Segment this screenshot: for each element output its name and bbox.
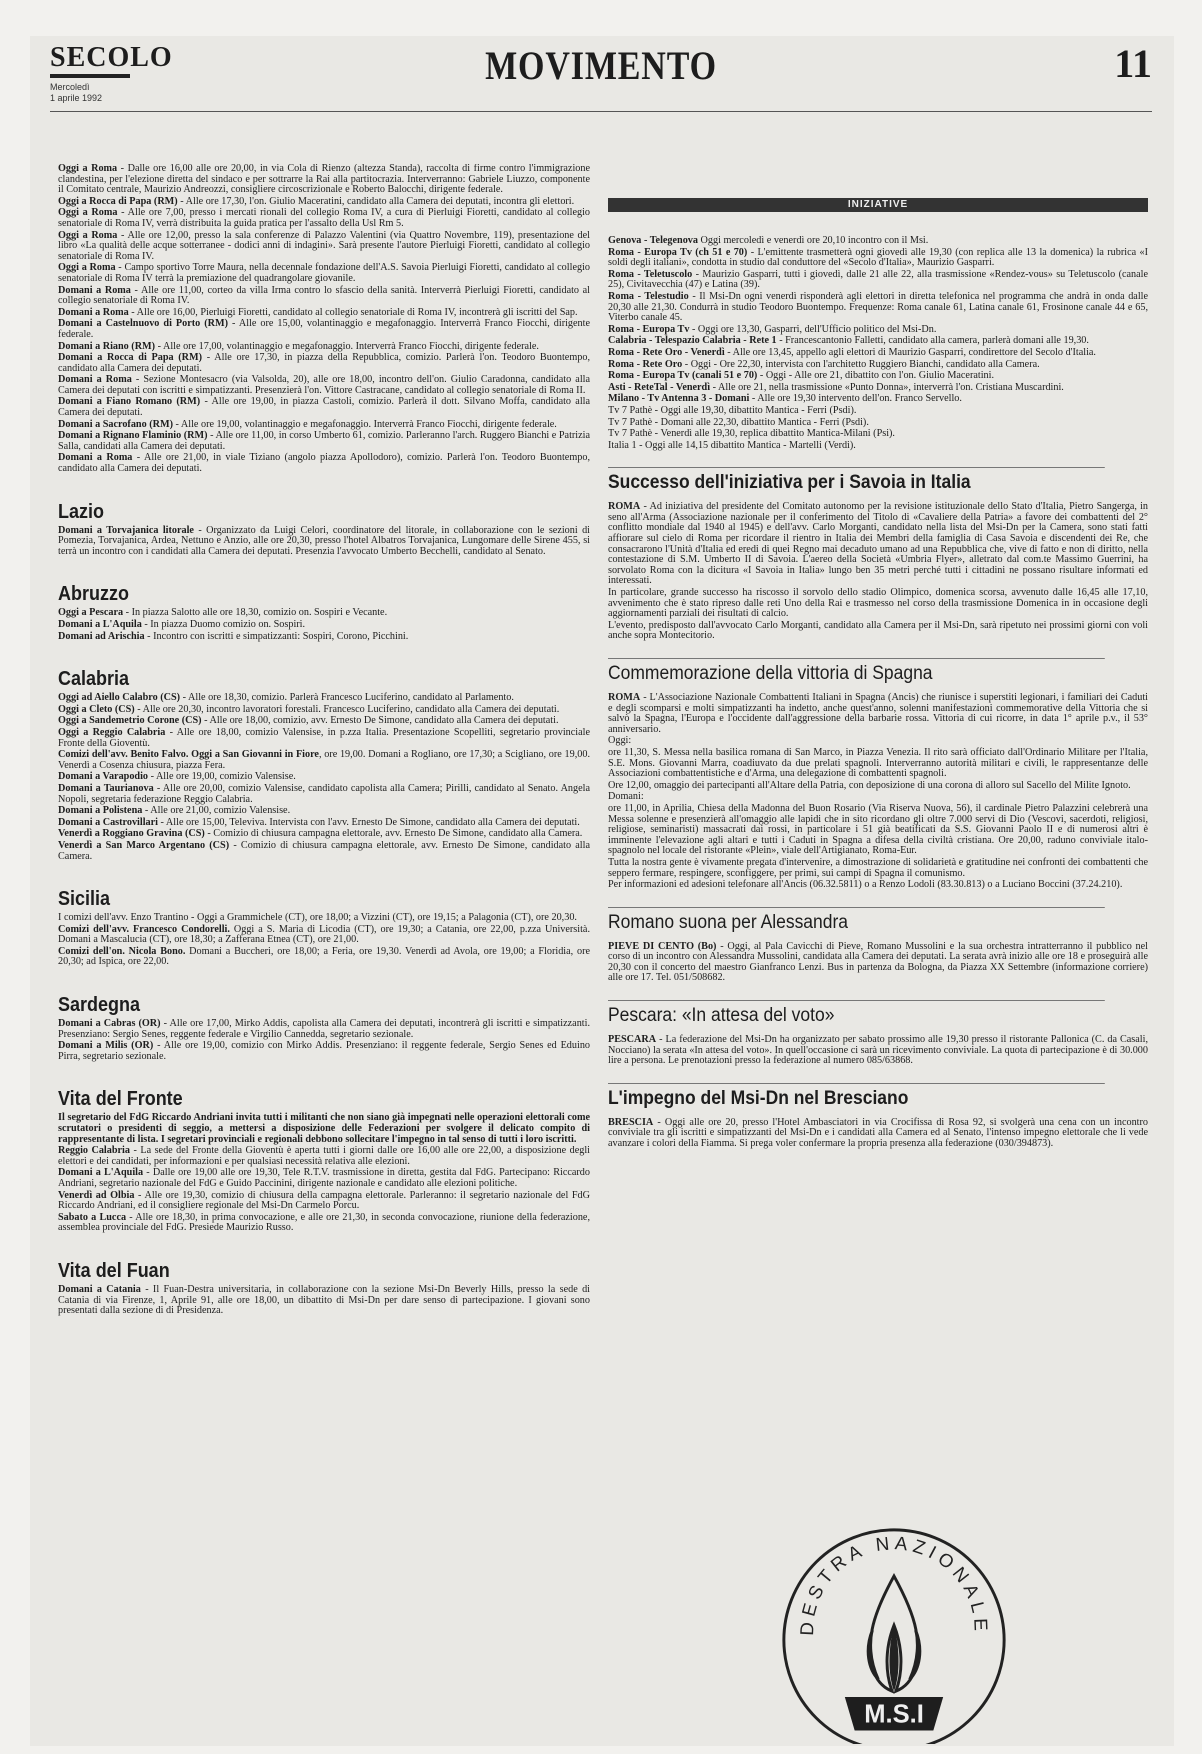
announcement-entry (58, 308, 590, 319)
left-column (58, 164, 590, 1744)
entry-text: - Alle ore 17,30, in piazza della Repubblica, comizio. Parlerà l'on. Teodoro Buontempo, candidato alla Camera dei deputati. (58, 352, 590, 374)
entry-lead: Domani a Cabras (OR) (58, 1018, 161, 1030)
entry-lead: BRESCIA (608, 1116, 654, 1128)
article-headline: L'impegno del Msi-Dn nel Bresciano (608, 1083, 1105, 1110)
entry-lead: Genova - Telegenova (608, 235, 698, 246)
entry-lead: Comizi dell'avv. Francesco Condorelli. (58, 923, 230, 935)
entry-text: - In piazza Salotto alle ore 18,30, comizio on. Sospiri e Vecante. (123, 607, 388, 619)
entry-lead: Asti - ReteTal - Venerdì (608, 381, 711, 393)
announcement-entry (58, 806, 590, 817)
entry-text: - Francescantonio Falletti, candidato alla camera, parlerà domani alle 19,30. (776, 335, 1089, 347)
announcement-entry (608, 880, 1148, 891)
entry-lead: Roma - Europa Tv (ch 51 e 70) (608, 246, 748, 258)
entry-text: Tutta la nostra gente è vivamente pregata d'intervenire, a dimostrazione di solidarietà e gratitudine nei confronti dei combattenti che seppero fermare, respingere, sconfiggere, per primi, sui campi di Spagna il comunismo. (608, 856, 1148, 879)
iniziative-bar: INIZIATIVE (608, 198, 1148, 212)
entry-lead: Oggi a Roma (58, 229, 118, 241)
rome-announcements (58, 164, 590, 475)
entry-lead: Oggi a Roma (58, 164, 118, 174)
entry-text: - Alle ore 17,00, volantinaggio e megafonaggio. Interverrà Franco Fiocchi, dirigente federale. (155, 340, 539, 352)
entry-lead: Roma - Rete Oro - Venerdì (608, 346, 725, 358)
announcement-entry (58, 925, 590, 946)
entry-text: - Alle ore 11,00, corteo da villa Irma contro lo sfascio della sanità. Interverrà Pierluigi Fioretti, candidato al collegio senatoriale di Roma IV. (58, 284, 590, 307)
announcement-entry (58, 431, 590, 452)
entry-text: - Alle ore 12,00, presso la sala conferenze di Palazzo Valentini (via Quattro Novembre, 119), presentazione del libro «La qualità delle acque sotterranee - dodici anni di indagini». Sarà presente l'autore Pierluigi Fioretti, candidato al collegio senatoriale di Roma IV. (58, 229, 590, 262)
regional-sections (58, 501, 590, 1317)
entry-lead: Oggi a Rocca di Papa (RM) (58, 195, 178, 207)
announcement-entry (608, 348, 1148, 359)
entry-lead: ROMA (608, 501, 641, 513)
entry-text: - Oggi - Ore 22,30, intervista con l'architetto Ruggiero Bianchi, candidato alla Camera. (682, 358, 1040, 370)
announcement-entry (58, 208, 590, 229)
entry-text: - L'Associazione Nazionale Combattenti Italiani in Spagna (Ancis) che riunisce i superstiti legionari, i familiari dei Caduti e degli scomparsi e molti simpatizzanti ha indetto, anche quest'anno, solenni manifestazioni commemorative della Vittoria che si salvò la Spagna, l'Europa e l'occidente dall'aggressione della barbarie rossa. Vittoria di cui ricorre, in data 1° aprile p.v., il 53° anniversario. (608, 692, 1148, 735)
entry-text: - Alle ore 21,00, comizio Valensise. (142, 805, 291, 817)
announcement-entry (58, 620, 590, 631)
announcement-entry (608, 502, 1148, 587)
announcement-entry (58, 1191, 590, 1212)
article-headline: Commemorazione della vittoria di Spagna (608, 658, 1105, 685)
logo-arc-text: DESTRA NAZIONALE (796, 1532, 992, 1637)
announcement-entry (58, 453, 590, 474)
entry-text: - Alle ore 19,30, comizio di chiusura della campagna elettorale. Parleranno: il segretario nazionale del FdG Riccardo Andriani, ed il consigliere regionale del Msi-Dn Carmelo Porcu. (58, 1189, 590, 1212)
announcement-entry (58, 693, 590, 704)
entry-text: - Alle ore 18,30, comizio. Parlerà Francesco Luciferino, candidato al Parlamento. (180, 692, 514, 704)
entry-lead: Domani a Rocca di Papa (RM) (58, 352, 203, 364)
announcement-entry (608, 336, 1148, 347)
entry-text: Oggi mercoledì e venerdì ore 20,10 incontro con il Msi. (698, 235, 929, 246)
article-headline: Romano suona per Alessandra (608, 907, 1105, 934)
entry-text: Domani a Buccheri, ore 18,00; a Feria, ore 19,30. Venerdì ad Avola, ore 19,00; a Floridia, ore 20,30; ad Ispica, ore 22,00. (58, 945, 590, 968)
announcement-entry (58, 728, 590, 749)
section-title: MOVIMENTO (485, 43, 717, 88)
section-heading: Calabria (58, 668, 130, 691)
entry-text: - Alle ore 19,00, in piazza Castoli, comizio. Parlerà il dott. Silvano Moffa, candidato alla Camera dei deputati. (58, 396, 590, 419)
entry-text: - Alle ore 17,00, Mirko Addis, capolista alla Camera dei deputati, incontrerà gli iscritti e simpatizzanti. Presenziano: Sergio Senes, reggente federale e Virgilio Cannedda, segretario sezionale. (58, 1018, 590, 1040)
entry-text: Tv 7 Pathè - Domani alle 22,30, dibattito Mantica - Ferri (Psdi). (608, 416, 869, 428)
entry-lead: Domani a Torvajanica litorale (58, 524, 194, 536)
entry-lead: Domani ad Arischia (58, 630, 145, 642)
entry-lead: Roma - Europa Tv (canali 51 e 70) (608, 370, 758, 382)
entry-lead: Domani a Castrovillari (58, 816, 158, 828)
entry-text: - Alle ore 18,00, comizio Valensise, in p.zza Italia. Presentazione Scopelliti, segretario provinciale Fronte della Gioventù. (58, 726, 590, 749)
paper-name: SECOLO (50, 42, 173, 73)
announcement-entry (58, 197, 590, 208)
section-heading: Lazio (58, 500, 105, 523)
entry-text: - Organizzato da Luigi Celori, coordinatore del litorale, in collaborazione con le sezioni di Pomezia, Torvajanica, Ardea, Nettuno e Anzio, alle ore 20,30, presso l'hotel Albatros Torvajanica, Lungomare delle Sirene 455, si terrà un incontro con i candidati alla Camera dei deputati. Presenzia l'avvocato Umberto Becchelli, candidato al Senato. (58, 524, 590, 557)
entry-lead: Domani a Fiano Romano (RM) (58, 396, 201, 408)
announcement-entry (608, 736, 1148, 747)
entry-lead: Roma - Telestudio (608, 290, 689, 302)
entry-text: Oggi a S. Maria di Licodia (CT), ore 19,30; a Catania, ore 22,00, p.zza Università. Domani a Mascalucia (CT), ore 18,30; a Zafferana Etnea (CT), ore 21,00. (58, 923, 590, 946)
announcement-entry (58, 1168, 590, 1189)
entry-text: - Alle ore 15,00, volantinaggio e megafonaggio. Interverrà Franco Fiocchi, dirigente federale. (58, 318, 590, 340)
announcement-entry (58, 1213, 590, 1234)
entry-lead: Reggio Calabria (58, 1145, 130, 1157)
announcement-entry (608, 621, 1148, 642)
section-heading: Sicilia (58, 888, 111, 911)
entry-text: In particolare, grande successo ha riscosso il sorvolo dello stadio Olimpico, domenica scorsa, avvenuto dalle 16,45 alle 17,10, avvenimento che è stato ripreso dalle reti Uno della Rai e trasmesso nel corso della trasmissione Domenica in in occasione degli aggiornamenti parziali dei risultati di calcio. (608, 587, 1148, 620)
entry-lead: Domani a Roma (58, 374, 132, 386)
announcement-entry (608, 248, 1148, 269)
entry-text: - Oggi ore 13,30, Gasparri, dell'Ufficio politico del Msi-Dn. (689, 323, 937, 335)
entry-text: - Alle ore 19,00, comizio con Mirko Addis. Presenziano: il reggente federale, Sergio Senes ed Eduino Pirra, segretario sezionale. (58, 1040, 590, 1062)
entry-text: - Alle ore 21,00, in viale Tiziano (angolo piazza Apollodoro), comizio. Parlerà l'on. Teodoro Buontempo, candidato alla Camera dei deputati. (58, 452, 590, 475)
announcement-entry (58, 913, 590, 924)
entry-text: - Comizio di chiusura campagna elettorale, avv. Ernesto De Simone, candidato alla Camera. (204, 828, 583, 840)
entry-lead: Il segretario del FdG Riccardo Andriani invita tutti i militanti che non siano già impegnati nelle operazioni elettorali come scrutatori o presidenti di seggio, a mettersi a disposizione delle Federazioni per svolgere il delicato compito di rappresentante di lista. I segretari provinciali e regionali debbono sollecitare l'impegno in tal senso di tutti i loro iscritti. (58, 1112, 590, 1145)
newspaper-page (30, 36, 1174, 1746)
entry-lead: PIEVE DI CENTO (Bo) (608, 940, 717, 952)
entry-lead: Roma - Europa Tv (608, 323, 690, 335)
entry-text: - Oggi - Alle ore 21, dibattito con l'on. Giulio Maceratini. (757, 370, 994, 382)
masthead-rule (50, 74, 130, 78)
entry-text: L'evento, predisposto dall'avvocato Carlo Morganti, candidato alla Camera per il Msi-Dn, sarà ripetuto nei prossimi giorni con voli anche sopra Montecitorio. (608, 619, 1148, 642)
entry-lead: Venerdì a San Marco Argentano (CS) (58, 839, 230, 851)
announcement-entry (608, 270, 1148, 291)
announcement-entry (58, 319, 590, 340)
announcement-entry (58, 397, 590, 418)
announcement-entry (608, 406, 1148, 417)
entry-text: , ore 19,00. Domani a Rogliano, ore 17,30; a Scigliano, ore 19,00. Venerdì a Cosenza chiusura, piazza Fera. (58, 749, 590, 771)
entry-text: ore 11,00, in Aprilia, Chiesa della Madonna del Buon Rosario (Via Riserva Nuova, 56), il cardinale Pietro Palazzini celebrerà una Messa solenne e presenzierà all'omaggio alle lapidi che in sito ricordano gli oltre 7.000 servi di Dio (Vescovi, sacerdoti, religiosi, religiose, seminaristi) massacrati dai rossi, in particolare i 51 già beatificati da S.S. Giovanni Paolo II e di numerosi altri è imminente l'elevazione agli altari e tutti i Caduti in Spagna a difesa della civiltà cristiana. Ore 20,00, raduno conviviale italo-spagnolo nel locale del ristorante «Plein», viale dell'Artigianato, Roma-Eur. (608, 802, 1148, 857)
section-heading: Vita del Fronte (58, 1088, 183, 1111)
announcement-entry (608, 394, 1148, 405)
entry-lead: Sabato a Lucca (58, 1211, 127, 1223)
section-heading: Sardegna (58, 994, 141, 1017)
entry-text: - La sede del Fronte della Gioventù è aperta tutti i giorni dalle ore 16,00 alle ore 22,00, a disposizione degli elettori e dei candidati, per informazioni e per qualsiasi necessità relativa alle elezioni. (58, 1145, 590, 1167)
entry-lead: Domani a Roma (58, 306, 129, 318)
announcement-entry (608, 236, 1148, 247)
entry-text: - L'emittente trasmetterà ogni giovedì alle 19,30 (con replica alle 13 la domenica) la rubrica «I soldi degli italiani», condotta in studio dal conduttore del «Secolo d'Italia», Maurizio Gasparri. (608, 246, 1148, 269)
entry-text: - Alle ore 19,00, comizio Valensise. (148, 771, 296, 783)
announcement-entry (608, 748, 1148, 780)
announcement-entry (58, 1285, 590, 1317)
section-heading: Vita del Fuan (58, 1259, 170, 1282)
announcement-entry (58, 1113, 590, 1145)
entry-lead: Domani a Sacrofano (RM) (58, 418, 173, 430)
announcement-entry (58, 342, 590, 353)
announcement-entry (58, 1146, 590, 1167)
entry-text: - Alle ore 18,30, in prima convocazione, e alle ore 21,30, in seconda convocazione, riunione della federazione, assemblea provinciale del FdG. Presiede Maurizio Russo. (58, 1211, 590, 1234)
entry-text: - Alle ore 18,00, comizio, avv. Ernesto De Simone, candidato alla Camera dei deputati. (201, 715, 559, 727)
announcement-entry (608, 325, 1148, 336)
announcement-entry (58, 818, 590, 829)
entry-text: - Alle ore 16,00, Pierluigi Fioretti, candidato al collegio senatoriale di Roma IV, incontrerà gli iscritti del Sap. (128, 306, 578, 318)
entry-text: - Sezione Montesacro (via Valsolda, 20), alle ore 18,00, incontro dell'on. Giulio Caradonna, candidato alla Camera dei deputati con iscritti e simpatizzanti. Presenzierà l'on. Vittore Castracane, candidato al collegio senatoriale di Roma II. (58, 374, 590, 396)
entry-lead: Domani a Castelnuovo di Porto (RM) (58, 318, 228, 330)
announcement-entry (608, 383, 1148, 394)
entry-lead: Oggi ad Aiello Calabro (CS) (58, 692, 181, 704)
entry-text: I comizi dell'avv. Enzo Trantino - Oggi a Grammichele (CT), ore 18,00; a Vizzini (CT), ore 19,15; a Palagonia (CT), ore 20,30. (58, 912, 577, 924)
announcement-entry (58, 750, 590, 771)
announcement-entry (58, 1041, 590, 1062)
entry-text: Tv 7 Pathè - Oggi alle 19,30, dibattito Mantica - Ferri (Psdi). (608, 404, 857, 416)
announcement-entry (58, 841, 590, 862)
announcement-entry (58, 772, 590, 783)
entry-text: - Alle ore 7,00, presso i mercati rionali del collegio Roma IV, a cura di Pierluigi Fioretti, candidato al collegio senatoriale di Roma IV, verrà distribuita la guida pratica per l'assalto della Usl Rm 5. (58, 207, 590, 229)
msi-logo (776, 1522, 1012, 1744)
entry-lead: Oggi a Pescara (58, 607, 124, 619)
entry-text: - Alle ore 13,45, appello agli elettori di Maurizio Gasparri, condirettore del Secolo d'Italia. (724, 346, 1096, 358)
entry-text: - Ad iniziativa del presidente del Comitato autonomo per la revisione istituzionale dello Stato d'Italia, Pietro Sangerga, in seno all'Arma (Associazione nazionale per il conferimento del Titolo di «Cavaliere della Patria» a favore dei combattenti del 2° conflitto mondiale dal 1940 al 1945) e dell'avv. Carlo Morganti, candidato nella lista del Msi-Dn per la Camera, sono stati fatti affiorare sul cielo di Roma per ricordare il rientro in Italia dei Membri della famiglia di Casa Savoia e discendenti dei Re, che consacrarono l'Unità d'Italia ed eredi di quei Regno mai decaduto umano ad una Repubblica che, vive di fatto e non di diritto, nella contestazione di S.M. Umberto II di Savoia. L'aereo della Società «Umbria Flyer», alletrato dal com.te Massimo Guerrini, ha sorvolato Roma con la dicitura «I Savoia in Italia» lungo ben 35 metri perché tutti i cittadini ne possano risultare informati ed interessati. (608, 501, 1148, 587)
issue-date (50, 82, 102, 104)
issue-weekday: Mercoledì (50, 82, 90, 92)
entry-text: - Il Fuan-Destra universitaria, in collaborazione con la sezione Msi-Dn Beverly Hills, presso la sede di Catania di via Firenze, 1, Aprile 91, alle ore 18,00, un dibattito di Msi-Dn per dare senso di partecipazione. I giovani sono presentati dalla sezione di di Presidenza. (58, 1283, 590, 1317)
announcement-entry (608, 292, 1148, 324)
announcement-entry (608, 1118, 1148, 1150)
entry-lead: Domani a Roma (58, 284, 131, 296)
entry-text: - Alle ore 20,00, comizio Valensise, candidato capolista alla Camera; Pirilli, candidato al Senato. Angela Nopoli, segretaria federazione Reggio Calabria. (58, 782, 590, 805)
announcement-entry (58, 375, 590, 396)
announcement-entry (58, 420, 590, 431)
announcement-entry (608, 804, 1148, 857)
entry-text: - Oggi, al Pala Cavicchi di Pieve, Romano Mussolini e la sua orchestra intratterranno il pubblico nel corso di un incontro con Alessandra Mussolini, candidata alla Camera dei deputati. La serata avrà inizio alle ore 18 e proseguirà alle 20,30 con il concerto del maestro Gianfranco Lenzi. Bus in partenza da Bologna, da Piazza XX Settembre (informazione corriere) alle ore 17. Tel. 051/508682. (608, 940, 1148, 984)
entry-lead: Oggi a Roma (58, 207, 118, 219)
entry-text: - Maurizio Gasparri, tutti i giovedì, dalle 21 alle 22, alla trasmissione «Rendez-vous» su Teletuscolo (canale 25), Civitavecchia (47) e Latina (39). (608, 268, 1148, 291)
entry-lead: Domani a L'Aquila (58, 1167, 144, 1179)
entry-text: - Dalle ore 19,00 alle ore 19,30, Tele R.T.V. trasmissione in diretta, gestita dal FdG. Partecipano: Riccardo Andriani, segretario nazionale del FdG e Guido Paccinini, dirigente nazionale e candidato alle elezioni politiche. (58, 1167, 590, 1189)
announcement-entry (58, 608, 590, 619)
entry-text: - In piazza Duomo comizio on. Sospiri. (141, 619, 306, 630)
articles (608, 467, 1148, 1149)
entry-text: - Dalle ore 16,00 alle ore 20,00, in via Cola di Rienzo (altezza Standa), raccolta di firme contro l'immigrazione clandestina, per l'elezione diretta del sindaco e per sottrarre la Rai alla partitocrazia. Interverranno: Gabriele Liuzzo, componente il Comitato centrale, Maurizio Andreozzi, consigliere circoscrizionale e Roberto Balocchi, dirigente federale. (58, 164, 590, 196)
entry-text: - Alle ore 15,00, Televiva. Intervista con l'avv. Ernesto De Simone, candidato alla Camera dei deputati. (158, 816, 580, 828)
entry-lead: Domani a Rignano Flaminio (RM) (58, 430, 208, 442)
entry-lead: Venerdì ad Olbia (58, 1189, 135, 1201)
entry-lead: Domani a L'Aquila (58, 619, 142, 630)
entry-lead: Domani a Polistena (58, 805, 143, 817)
announcement-entry (608, 781, 1148, 792)
announcement-entry (608, 441, 1148, 452)
iniziative-list (608, 236, 1148, 451)
announcement-entry (58, 526, 590, 558)
announcement-entry (608, 371, 1148, 382)
entry-lead: Domani a Varapodio (58, 771, 149, 783)
entry-text: Per informazioni ed adesioni telefonare all'Ancis (06.32.5811) o a Renzo Lodoli (83.30.813) o a Luciano Boccini (37.24.210). (608, 879, 1123, 891)
entry-lead: Calabria - Telespazio Calabria - Rete 1 (608, 335, 777, 347)
announcement-entry (58, 705, 590, 716)
article-headline: Pescara: «In attesa del voto» (608, 1000, 1105, 1027)
announcement-entry (58, 829, 590, 840)
entry-lead: Comizi dell'on. Nicola Bono. (58, 945, 186, 957)
entry-text: - La federazione del Msi-Dn ha organizzato per sabato prossimo alle 19,30 presso il ristorante Pallonica (C. da Casali, Nocciano) la serata «In attesa del voto». In quell'occasione ci sarà un ricevimento conviviale. La quota di partecipazione è di 30.000 lire a persona. Le prenotazioni presso la federazione al numero 085/63868. (608, 1034, 1148, 1067)
announcement-entry (58, 164, 590, 196)
entry-text: Ore 12,00, omaggio dei partecipanti all'Altare della Patria, con deposizione di una corona di alloro sul Sacello del Milite Ignoto. (608, 779, 1131, 791)
entry-lead: Domani a Catania (58, 1283, 141, 1295)
entry-text: - Incontro con iscritti e simpatizzanti: Sospiri, Corono, Picchini. (144, 630, 409, 642)
entry-lead: Domani a Taurianova (58, 782, 154, 794)
announcement-entry (58, 632, 590, 643)
entry-lead: Roma - Rete Oro (608, 358, 683, 370)
announcement-entry (58, 1019, 590, 1040)
entry-lead: Oggi a Sandemetrio Corone (CS) (58, 715, 202, 727)
announcement-entry (608, 588, 1148, 620)
announcement-entry (608, 942, 1148, 984)
section-heading: Abruzzo (58, 583, 130, 606)
entry-lead: Domani a Roma (58, 452, 133, 464)
announcement-entry (608, 693, 1148, 735)
entry-lead: Comizi dell'avv. Benito Falvo. Oggi a San Giovanni in Fiore (58, 749, 319, 761)
entry-text: - Campo sportivo Torre Maura, nella decennale fondazione dell'A.S. Savoia Pierluigi Fioretti, candidato al collegio senatoriale di Roma IV terrà la premiazione del quadrangolare giovanile. (58, 262, 590, 284)
entry-lead: Domani a Milis (OR) (58, 1040, 154, 1052)
entry-text: Domani: (608, 791, 644, 803)
entry-text: - Alle ore 17,30, l'on. Giulio Maceratini, candidato alla Camera dei deputati, incontra gli elettori. (177, 195, 575, 207)
announcement-entry (58, 286, 590, 307)
entry-lead: Venerdì a Roggiano Gravina (CS) (58, 828, 205, 840)
entry-lead: Milano - Tv Antenna 3 - Domani (608, 393, 750, 405)
entry-text: Tv 7 Pathè - Venerdì alle 19,30, replica dibattito Mantica-Milani (Psi). (608, 428, 895, 440)
announcement-entry (608, 858, 1148, 879)
announcement-entry (608, 792, 1148, 803)
article-headline: Successo dell'iniziativa per i Savoia in Italia (608, 467, 1105, 494)
entry-text: - Alle ore 19,30 intervento dell'on. Franco Servello. (749, 393, 962, 405)
masthead (50, 36, 1152, 112)
announcement-entry (608, 429, 1148, 440)
announcement-entry (58, 784, 590, 805)
entry-lead: Roma - Teletuscolo (608, 268, 693, 280)
entry-text: Italia 1 - Oggi alle 14,15 dibattito Mantica - Martelli (Verdi). (608, 439, 856, 451)
entry-lead: Oggi a Cleto (CS) (58, 703, 135, 715)
entry-text: - Alle ore 20,30, incontro lavoratori forestali. Francesco Luciferino, candidato alla Camera dei deputati. (134, 703, 560, 715)
issue-day: 1 aprile 1992 (50, 93, 103, 103)
entry-text: - Alle ore 11,00, in corso Umberto 61, comizio. Parleranno l'arch. Ruggero Bianchi e Patrizia Salla, candidati alla Camera dei deputati. (58, 430, 590, 452)
entry-text: - Oggi alle ore 20, presso l'Hotel Ambasciatori in via Crocifissa di Rosa 92, si svolgerà una cena con un incontro conviviale tra gli iscritti e simpatizzanti del Msi-Dn e i candidati alla Camera ed al Senato, l'intenso impegno elettorale che li vede avanzare i colori della Fiamma. Si prega voler confermare la propria presenza alla federazione (030/394873). (608, 1116, 1148, 1150)
page-number: 11 (1114, 41, 1152, 86)
entry-text: - Alle ore 21, nella trasmissione «Punto Donna», interverrà l'on. Cristiana Muscardini. (710, 381, 1064, 393)
announcement-entry (58, 231, 590, 263)
announcement-entry (58, 716, 590, 727)
entry-lead: Oggi a Roma (58, 262, 116, 274)
entry-text: - Comizio di chiusura campagna elettorale, avv. Ernesto De Simone, candidato alla Camera. (58, 839, 590, 862)
announcement-entry (58, 263, 590, 284)
right-column (608, 164, 1148, 1744)
entry-text: ore 11,30, S. Messa nella basilica romana di San Marco, in Piazza Venezia. Il rito sarà officiato dall'Ordinario Militare per l'Italia, S.E. Mons. Giovanni Marra, coadiuvato da due prelati spagnoli. Interverranno autorità militari e civili, le rappresentanze delle Associazioni combattentistiche e d'Arma, una delegazione di combattenti spagnoli. (608, 746, 1148, 780)
entry-text: Oggi: (608, 735, 632, 747)
logo-initials: M.S.I (864, 1700, 924, 1729)
entry-lead: PESCARA (608, 1034, 657, 1046)
entry-lead: ROMA (608, 692, 641, 703)
entry-lead: Oggi a Reggio Calabria (58, 726, 166, 738)
announcement-entry (608, 1035, 1148, 1067)
entry-text: - Il Msi-Dn ogni venerdì risponderà agli elettori in diretta telefonica nel programma che andrà in onda dalle 20,30 alle 21,30. Condurrà in studio Teodoro Buontempo. Frequenze: Roma canale 61, Latina canale 61, Frosinone canale 44 e 65, Viterbo canale 45. (608, 290, 1148, 324)
announcement-entry (608, 418, 1148, 429)
announcement-entry (58, 947, 590, 968)
announcement-entry (608, 360, 1148, 371)
entry-text: - Alle ore 19,00, volantinaggio e megafonaggio. Interverrà Franco Fiocchi, dirigente federale. (172, 418, 557, 430)
entry-lead: Domani a Riano (RM) (58, 340, 156, 352)
announcement-entry (58, 353, 590, 374)
